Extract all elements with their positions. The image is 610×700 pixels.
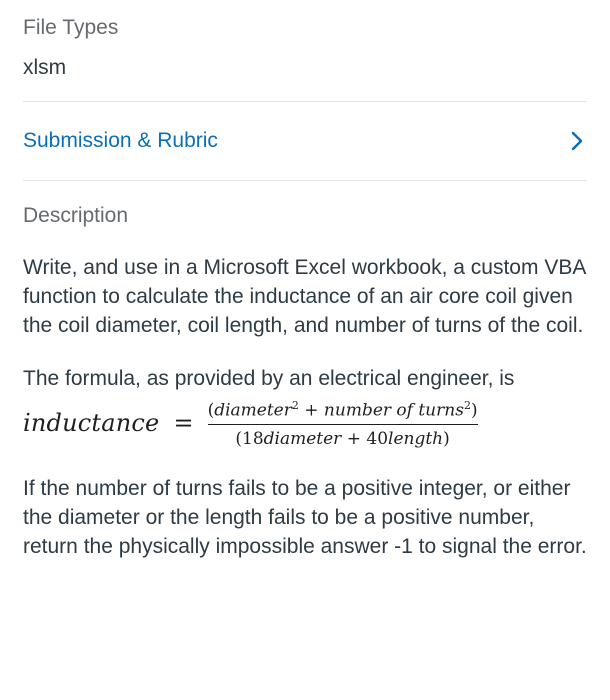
formula-fraction: [208, 395, 478, 450]
submission-rubric-row[interactable]: [23, 102, 587, 180]
description-paragraph-2: The formula, as provided by an electrical engineer, is: [23, 367, 515, 390]
file-types-value: xlsm: [23, 56, 67, 79]
inductance-formula: [23, 395, 587, 450]
fraction-bar: [208, 424, 478, 426]
chevron-right-icon[interactable]: [567, 131, 587, 151]
description-label: Description: [23, 204, 129, 227]
formula-lhs: inductance: [23, 408, 160, 437]
formula-numerator: (diameter$^2$ + number of turns$^2$): [207, 399, 478, 421]
description-section: [23, 181, 587, 561]
formula-denominator: (18diameter + 40length): [235, 429, 450, 450]
formula-equals: =: [173, 408, 194, 437]
file-types-section: [23, 0, 587, 81]
description-paragraph-3: If the number of turns fails to be a positive integer, or either the diameter or the length fails to be a positive number, return the physically impossible answer -1 to signal the error.: [23, 477, 587, 559]
assignment-details: [23, 0, 587, 561]
file-types-label: File Types: [23, 16, 119, 39]
submission-rubric-link[interactable]: Submission & Rubric: [23, 129, 218, 152]
description-paragraph-1: Write, and use in a Microsoft Excel workbook, a custom VBA function to calculate the inductance of an air core coil given the coil diameter, coil length, and number of turns of the coil.: [23, 256, 586, 337]
